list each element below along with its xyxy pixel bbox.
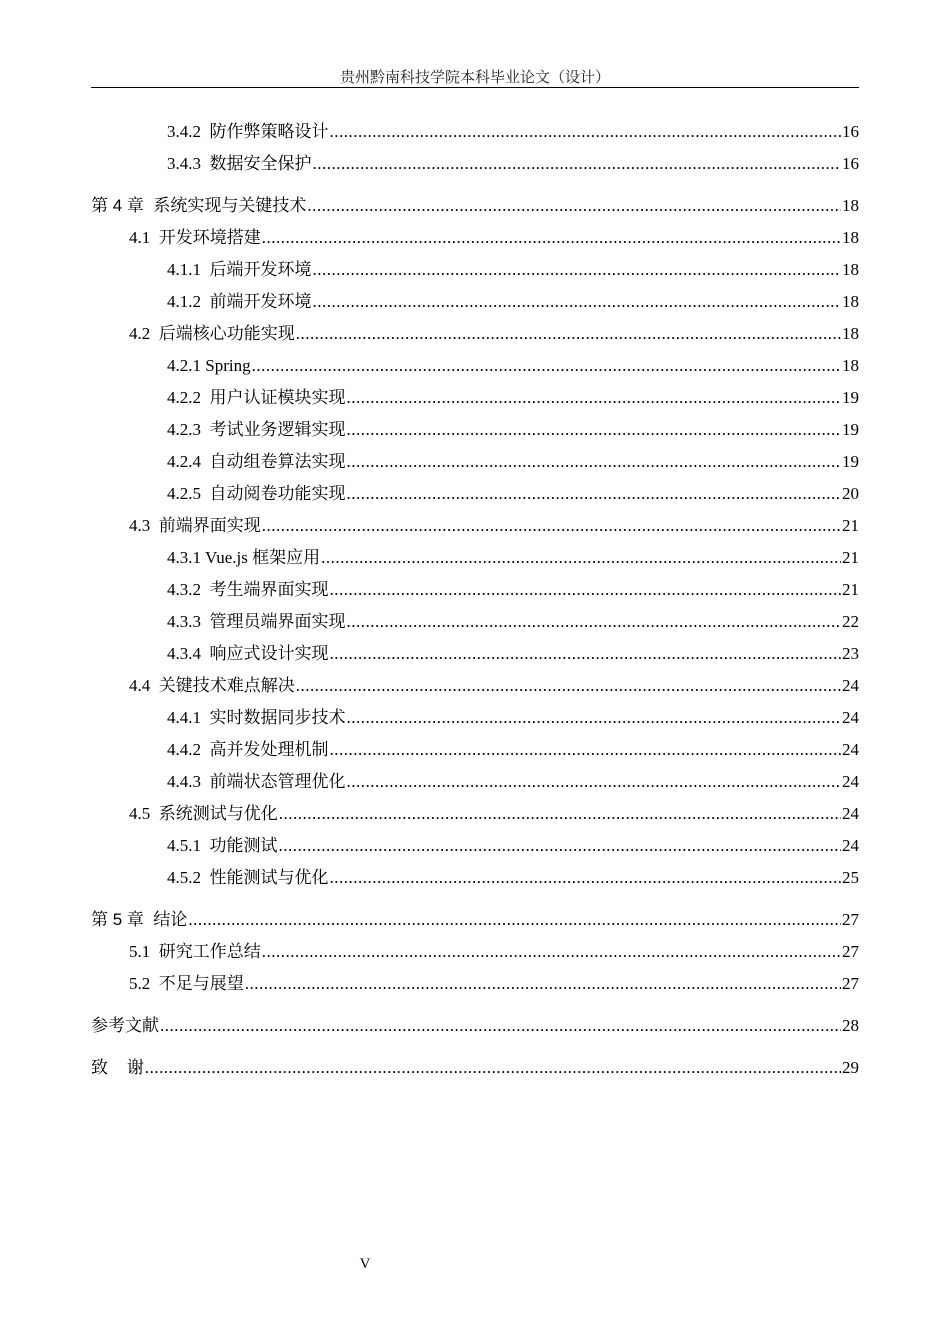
toc-entry-section[interactable] [91,222,859,254]
toc-entry-label: 4.5 系统测试与优化 [129,804,278,823]
toc-entry-subsection[interactable] [91,734,859,766]
toc-leader-dots [347,414,842,446]
toc-entry-page: 27 [842,974,859,993]
toc-entry-label: 4.1.2 前端开发环境 [167,292,312,311]
toc-entry-subsection[interactable] [91,286,859,318]
toc-entry-section[interactable] [91,968,859,1000]
toc-entry-page: 23 [842,644,859,663]
toc-entry-label: 4.3 前端界面实现 [129,516,261,535]
toc-entry-page: 21 [842,516,859,535]
toc-leader-dots [262,936,841,968]
toc-entry-label: 4.3.4 响应式设计实现 [167,644,329,663]
toc-entry-subsection[interactable] [91,766,859,798]
toc-entry-page: 27 [842,910,859,929]
toc-entry-page: 24 [842,772,859,791]
toc-entry-label: 第 5 章 结论 [91,910,188,929]
toc-entry-page: 19 [842,420,859,439]
toc-entry-label: 致 谢 [91,1058,144,1077]
toc-entry-label: 4.3.1 Vue.js 框架应用 [167,548,321,567]
table-of-contents [91,116,859,1084]
toc-entry-label: 4.5.1 功能测试 [167,836,278,855]
toc-entry-subsection[interactable] [91,542,859,574]
toc-leader-dots [347,606,842,638]
toc-entry-label: 4.1.1 后端开发环境 [167,260,312,279]
toc-entry-page: 29 [842,1058,859,1077]
toc-leader-dots [330,574,842,606]
toc-entry-page: 22 [842,612,859,631]
toc-entry-subsection[interactable] [91,254,859,286]
toc-entry-label: 4.3.2 考生端界面实现 [167,580,329,599]
toc-entry-subsection[interactable] [91,148,859,180]
header-rule [91,87,859,88]
toc-entry-chapter[interactable] [91,1010,859,1042]
toc-entry-chapter[interactable] [91,190,859,222]
toc-entry-subsection[interactable] [91,606,859,638]
toc-entry-page: 24 [842,836,859,855]
toc-leader-dots [160,1010,841,1042]
toc-leader-dots [252,350,841,382]
toc-entry-subsection[interactable] [91,414,859,446]
toc-entry-page: 16 [842,122,859,141]
toc-entry-page: 18 [842,356,859,375]
toc-entry-page: 24 [842,708,859,727]
toc-entry-page: 25 [842,868,859,887]
toc-entry-label: 5.2 不足与展望 [129,974,244,993]
toc-entry-page: 18 [842,260,859,279]
toc-entry-label: 3.4.2 防作弊策略设计 [167,122,329,141]
toc-entry-label: 4.3.3 管理员端界面实现 [167,612,346,631]
toc-entry-page: 19 [842,388,859,407]
toc-leader-dots [145,1052,841,1084]
toc-leader-dots [296,670,841,702]
toc-entry-page: 20 [842,484,859,503]
toc-leader-dots [347,702,842,734]
toc-entry-subsection[interactable] [91,382,859,414]
toc-entry-label: 4.2.2 用户认证模块实现 [167,388,346,407]
toc-entry-label: 参考文献 [91,1016,159,1035]
toc-entry-label: 4.5.2 性能测试与优化 [167,868,329,887]
toc-entry-page: 18 [842,292,859,311]
toc-leader-dots [347,766,842,798]
toc-entry-label: 4.2.5 自动阅卷功能实现 [167,484,346,503]
toc-entry-page: 28 [842,1016,859,1035]
toc-entry-label: 4.2 后端核心功能实现 [129,324,295,343]
toc-entry-label: 4.4.1 实时数据同步技术 [167,708,346,727]
toc-leader-dots [262,510,841,542]
toc-entry-chapter[interactable] [91,1052,859,1084]
toc-leader-dots [313,286,842,318]
toc-entry-page: 18 [842,324,859,343]
toc-entry-label: 第 4 章 系统实现与关键技术 [91,196,307,215]
toc-entry-page: 24 [842,804,859,823]
toc-leader-dots [330,862,842,894]
toc-entry-subsection[interactable] [91,350,859,382]
toc-entry-page: 19 [842,452,859,471]
toc-entry-subsection[interactable] [91,702,859,734]
toc-leader-dots [313,254,842,286]
toc-leader-dots [279,798,841,830]
toc-entry-label: 4.2.4 自动组卷算法实现 [167,452,346,471]
toc-leader-dots [347,478,842,510]
toc-entry-subsection[interactable] [91,446,859,478]
toc-entry-section[interactable] [91,798,859,830]
toc-entry-page: 16 [842,154,859,173]
toc-entry-label: 5.1 研究工作总结 [129,942,261,961]
toc-entry-page: 21 [842,548,859,567]
toc-leader-dots [330,116,842,148]
toc-entry-page: 24 [842,740,859,759]
page-number: V [359,1256,371,1272]
toc-entry-label: 3.4.3 数据安全保护 [167,154,312,173]
toc-entry-page: 18 [842,228,859,247]
toc-leader-dots [188,904,841,936]
toc-leader-dots [347,382,842,414]
toc-entry-section[interactable] [91,670,859,702]
toc-leader-dots [330,638,842,670]
toc-entry-subsection[interactable] [91,862,859,894]
toc-leader-dots [262,222,841,254]
toc-entry-label: 4.4.2 高并发处理机制 [167,740,329,759]
toc-entry-label: 4.2.3 考试业务逻辑实现 [167,420,346,439]
toc-leader-dots [296,318,841,350]
toc-leader-dots [245,968,841,1000]
toc-entry-section[interactable] [91,510,859,542]
toc-entry-page: 18 [842,196,859,215]
page-header-title: 贵州黔南科技学院本科毕业论文（设计） [339,70,610,86]
toc-leader-dots [330,734,842,766]
toc-entry-section[interactable] [91,936,859,968]
toc-entry-page: 24 [842,676,859,695]
toc-leader-dots [313,148,842,180]
toc-entry-page: 27 [842,942,859,961]
toc-leader-dots [321,542,841,574]
toc-entry-section[interactable] [91,318,859,350]
toc-entry-subsection[interactable] [91,574,859,606]
toc-entry-label: 4.4.3 前端状态管理优化 [167,772,346,791]
toc-leader-dots [279,830,842,862]
toc-leader-dots [347,446,842,478]
toc-entry-subsection[interactable] [91,638,859,670]
toc-entry-page: 21 [842,580,859,599]
toc-entry-subsection[interactable] [91,478,859,510]
toc-entry-subsection[interactable] [91,116,859,148]
toc-leader-dots [307,190,841,222]
toc-entry-label: 4.2.1 Spring [167,356,251,375]
toc-entry-label: 4.4 关键技术难点解决 [129,676,295,695]
toc-entry-chapter[interactable] [91,904,859,936]
toc-entry-label: 4.1 开发环境搭建 [129,228,261,247]
toc-entry-subsection[interactable] [91,830,859,862]
